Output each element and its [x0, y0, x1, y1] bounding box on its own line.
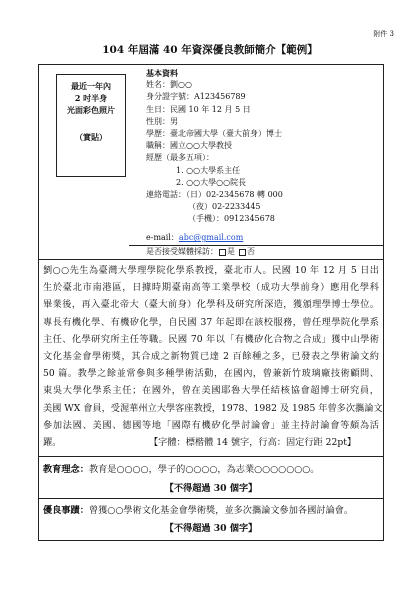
achievements-limit-note: 【不得超過 30 個字】: [164, 523, 258, 534]
media-consent-label: 是否接受媒體採訪：: [146, 247, 218, 256]
media-consent-row: [146, 246, 258, 258]
phone-night-field: （夜）02-2233445: [188, 202, 261, 212]
philosophy-limit-note: 【不得超過 30 個字】: [164, 483, 258, 494]
photo-line: 光面彩色照片: [67, 105, 115, 115]
bio-line: 畢業後，再入臺北帝大（臺大前身）化學科及研究所深造，獲頒理學博士學位。: [43, 299, 379, 311]
experience-label: 經歷（最多五項）：: [146, 153, 214, 163]
bio-line: 主任、化學研究所主任等職。民國 70 年以「有機矽化合物之合成」獲中山學術: [43, 333, 379, 345]
media-no-label: 否: [247, 247, 255, 256]
media-no-checkbox[interactable]: [239, 249, 246, 256]
basic-info: [146, 67, 381, 226]
profile-table: [38, 64, 384, 541]
education-field: 學歷：臺北帝國大學（臺大前身）博士: [146, 129, 282, 139]
biography-row: [39, 259, 383, 456]
achievements-line: [43, 502, 379, 520]
email-row: [146, 232, 243, 244]
page-title: 104 年屆滿 40 年資深優良教師簡介【範例】: [102, 44, 318, 56]
bio-line: 參加法國、美國、德國等地「國際有機矽化學討論會」並主持討論會等頗為活: [43, 419, 379, 431]
photo-line: 最近一年內: [71, 81, 111, 91]
bio-line: 躍。: [43, 437, 62, 449]
philosophy-block: [43, 460, 379, 498]
phone-day-field: 連絡電話：（日）02-2345678 轉 000: [146, 190, 283, 200]
philosophy-line: [43, 460, 379, 479]
phone-mobile-field: （手機）：0912345678: [188, 214, 275, 224]
bio-line: 專長有機化學、有機矽化學，自民國 37 年起即在該校服務，曾任理學院化學系: [43, 316, 379, 328]
email-label: e-mail：: [146, 233, 179, 242]
bio-last-line: [43, 434, 379, 451]
birthday-field: 生日：民國 10 年 12 月 5 日: [146, 104, 251, 114]
bio-line: 劉○○先生為臺灣大學理學院化學系教授，臺北市人。民國 10 年 12 月 5 日出: [43, 265, 379, 276]
philosophy-row: [39, 456, 383, 498]
photo-note: （實貼）: [75, 132, 107, 142]
biography-text: [43, 262, 383, 451]
philosophy-text: 教育是○○○○，學子的○○○○，為志業○○○○○○○。: [88, 464, 320, 475]
achievements-label: 優良事蹟：: [43, 505, 89, 516]
gender-field: 性別：男: [146, 116, 178, 126]
achievements-text: 曾獲○○學術文化基金會學術獎，並多次攜論文參加各國討論會。: [88, 505, 354, 516]
photo-placeholder[interactable]: [56, 74, 126, 177]
bio-line: 50 篇。教學之餘並常參與多種學術活動，在國內，曾兼新竹玻璃廠技術顧問、: [43, 368, 379, 380]
attachment-label: 附件 3: [373, 30, 394, 38]
basic-info-row: [39, 65, 383, 259]
name-field: 姓名：劉○○: [146, 80, 192, 90]
media-yes-label: 是: [227, 247, 235, 256]
philosophy-label: 教育理念：: [43, 464, 89, 475]
media-yes-checkbox[interactable]: [219, 249, 226, 256]
position-field: 職稱：國立○○大學教授: [146, 141, 232, 151]
bio-line: 美國 WX 會員，受渥華州立大學客座教授，1978、1982 及 1985 年曾多次攜論文: [43, 402, 383, 414]
achievements-block: [43, 502, 379, 538]
bio-line: 生於臺北市南港區，日據時期臺南高等工業學校（成功大學前身）應用化學科: [43, 282, 379, 294]
experience-item: 2. ○○大學○○院長: [176, 177, 247, 187]
format-note: 【字體：標楷體 14 號字，行高：固定行距 22pt】: [149, 437, 357, 449]
achievements-row: [39, 498, 383, 541]
photo-line: 2 吋半身: [74, 93, 108, 103]
email-link[interactable]: abc@gmail.com: [178, 233, 244, 242]
bio-line: 文化基金會學術獎，其合成之新物質已達 2 百餘種之多，已發表之學術論文約: [43, 351, 379, 363]
id-field: 身分證字號：A123456789: [146, 92, 246, 102]
bio-line: 東吳大學化學系主任；在國外，曾在美國耶魯大學任結核協會超博士研究員，: [43, 385, 379, 397]
basic-info-heading: 基本資料: [146, 68, 178, 78]
experience-item: 1. ○○大學系主任: [176, 165, 241, 175]
